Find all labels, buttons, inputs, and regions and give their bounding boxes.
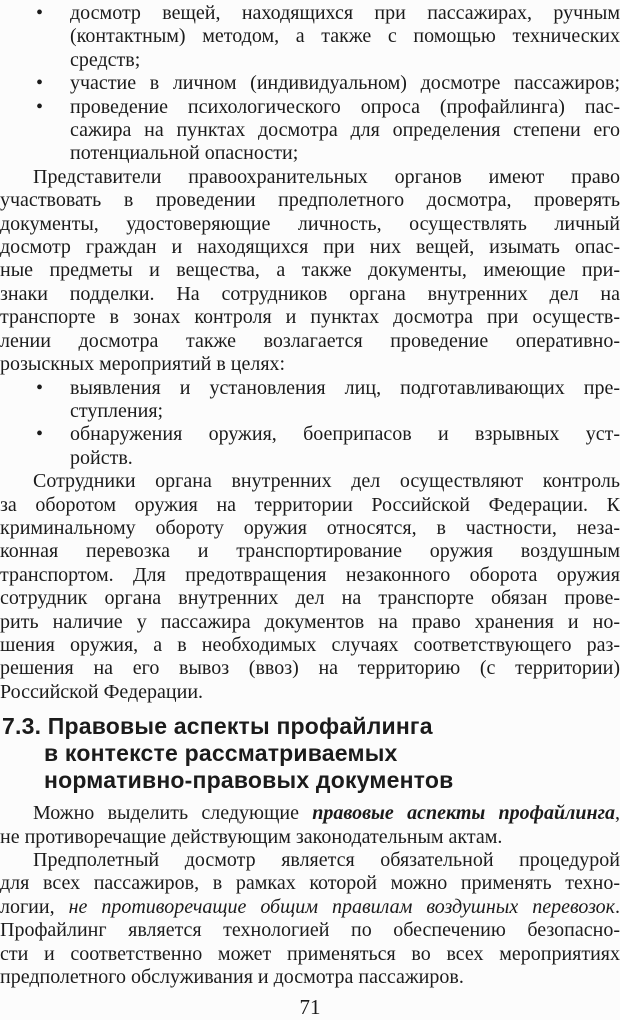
text-line — [0, 587, 620, 610]
text-segment: обнаружения оружия, боеприпасов и взрывных уст- — [70, 423, 620, 446]
text-segment: досмотр граждан и находящихся при них вещей, изымать опас- — [0, 236, 620, 259]
bullet-icon: • — [36, 95, 44, 118]
text-line — [0, 564, 620, 587]
paragraph — [0, 166, 620, 377]
text-segment: сти и соответственно может применяться во всех мероприятиях — [0, 942, 620, 965]
text-segment: решения на его вывоз (ввоз) на территорию (с территории) — [0, 657, 620, 680]
text-segment: не противоречащие действующим законодательным актам. — [0, 825, 503, 848]
text-line — [70, 447, 620, 470]
bullet-item — [0, 2, 620, 72]
text-line — [0, 681, 620, 704]
text-line — [0, 802, 620, 825]
text-line — [0, 236, 620, 259]
text-segment: проведение психологического опроса (профайлинга) пас- — [70, 95, 620, 118]
text-segment: шения оружия, а в необходимых случаях соответствующего раз- — [0, 633, 620, 656]
text-segment: транспорте в зонах контроля и пунктах досмотра при осуществ- — [0, 306, 620, 329]
text-segment: средств; — [70, 48, 141, 71]
text-segment: . — [615, 895, 620, 918]
text-line — [70, 400, 620, 423]
text-segment: конная перевозка и транспортирование оружия воздушным — [0, 540, 620, 563]
page-number: 71 — [299, 995, 321, 1020]
text-line — [0, 259, 620, 282]
text-segment: (контактным) методом, а также с помощью технических — [70, 25, 620, 48]
text-segment: предполетного обслуживания и досмотра пассажиров. — [0, 966, 464, 989]
text-segment: лении досмотра также возлагается проведение оперативно- — [0, 329, 620, 352]
paragraph — [0, 802, 620, 849]
text-segment: Предполетный досмотр является обязательной процедурой — [33, 849, 620, 871]
section-heading-line: в контексте рассматриваемых — [44, 740, 398, 767]
text-line — [70, 142, 620, 165]
bold-italic-text: правовые аспекты профайлинга — [312, 802, 615, 825]
section-heading-line: нормативно-правовых документов — [44, 767, 454, 794]
text-segment: за оборотом оружия на территории Российской Федерации. К — [0, 493, 620, 516]
text-segment: сажира на пунктах досмотра для определения степени его — [70, 119, 620, 142]
text-line — [70, 25, 620, 48]
text-line — [0, 657, 620, 680]
bullet-icon: • — [36, 423, 44, 446]
text-segment: участвовать в проведении предполетного досмотра, проверять — [0, 189, 620, 212]
text-line — [0, 283, 620, 306]
paragraph — [0, 470, 620, 704]
bullet-icon: • — [36, 2, 44, 24]
bullet-icon: • — [36, 72, 44, 95]
section-heading-line: 7.3. Правовые аспекты профайлинга — [2, 713, 433, 740]
text-line — [70, 72, 620, 95]
text-segment: Представители правоохранительных органов имеют право — [33, 165, 620, 188]
text-line — [70, 2, 620, 25]
text-line — [0, 517, 620, 540]
text-segment: Российской Федерации. — [0, 680, 204, 703]
text-line — [0, 540, 620, 563]
bullet-icon: • — [36, 376, 44, 399]
text-line — [0, 611, 620, 634]
text-segment: криминальному обороту оружия относятся, в частности, неза- — [0, 516, 620, 539]
text-line — [0, 166, 620, 189]
text-line — [0, 943, 620, 966]
bullet-item — [0, 72, 620, 95]
text-segment: досмотр вещей, находящихся при пассажирах, ручным — [70, 2, 620, 24]
text-line — [0, 634, 620, 657]
text-line — [0, 896, 620, 919]
text-segment: Профайлинг является технологией по обеспечению безопасно- — [0, 919, 620, 942]
text-line — [0, 306, 620, 329]
text-segment: Сотрудники органа внутренних дел осуществляют контроль — [33, 470, 620, 493]
bullet-item — [0, 96, 620, 166]
text-line — [0, 330, 620, 353]
text-line — [0, 494, 620, 517]
text-segment: знаки подделки. На сотрудников органа внутренних дел на — [0, 282, 620, 305]
text-segment: для всех пассажиров, в рамках которой можно применять техно- — [0, 872, 620, 895]
text-segment: выявления и установления лиц, подготавливающих пре- — [70, 376, 620, 399]
text-line — [0, 189, 620, 212]
text-segment: , — [615, 802, 620, 825]
text-segment: рить наличие у пассажира документов на право хранения и но- — [0, 610, 620, 633]
text-line — [70, 423, 620, 446]
bullet-item — [0, 377, 620, 424]
text-line — [0, 826, 620, 849]
text-line — [70, 119, 620, 142]
text-line — [0, 919, 620, 942]
text-segment: ступления; — [70, 399, 164, 422]
text-line — [0, 966, 620, 989]
text-segment: транспортом. Для предотвращения незаконного оборота оружия — [0, 563, 620, 586]
text-segment: документы, удостоверяющие личность, осуществлять личный — [0, 212, 620, 235]
text-line — [0, 213, 620, 236]
text-line — [0, 353, 620, 376]
text-segment: Можно выделить следующие — [33, 802, 313, 825]
text-segment: логии, — [0, 895, 69, 918]
text-line — [0, 849, 620, 872]
italic-text: не противоречащие общим правилам воздушных перевозок — [68, 895, 615, 918]
text-line — [0, 470, 620, 493]
text-segment: розыскных мероприятий в целях: — [0, 353, 286, 376]
section-heading — [0, 713, 620, 794]
paragraph — [0, 849, 620, 989]
text-line — [70, 49, 620, 72]
text-segment: ные предметы и вещества, а также документы, имеющие при- — [0, 259, 620, 282]
text-segment: сотрудник органа внутренних дел на транспорте обязан прове- — [0, 587, 620, 610]
bullet-item — [0, 423, 620, 470]
page-body — [0, 2, 620, 989]
text-segment: потенциальной опасности; — [70, 142, 299, 165]
text-segment: ройств. — [70, 446, 133, 469]
text-line — [0, 872, 620, 895]
text-line — [70, 96, 620, 119]
text-segment: участие в личном (индивидуальном) досмотре пассажиров; — [70, 72, 620, 95]
text-line — [70, 377, 620, 400]
